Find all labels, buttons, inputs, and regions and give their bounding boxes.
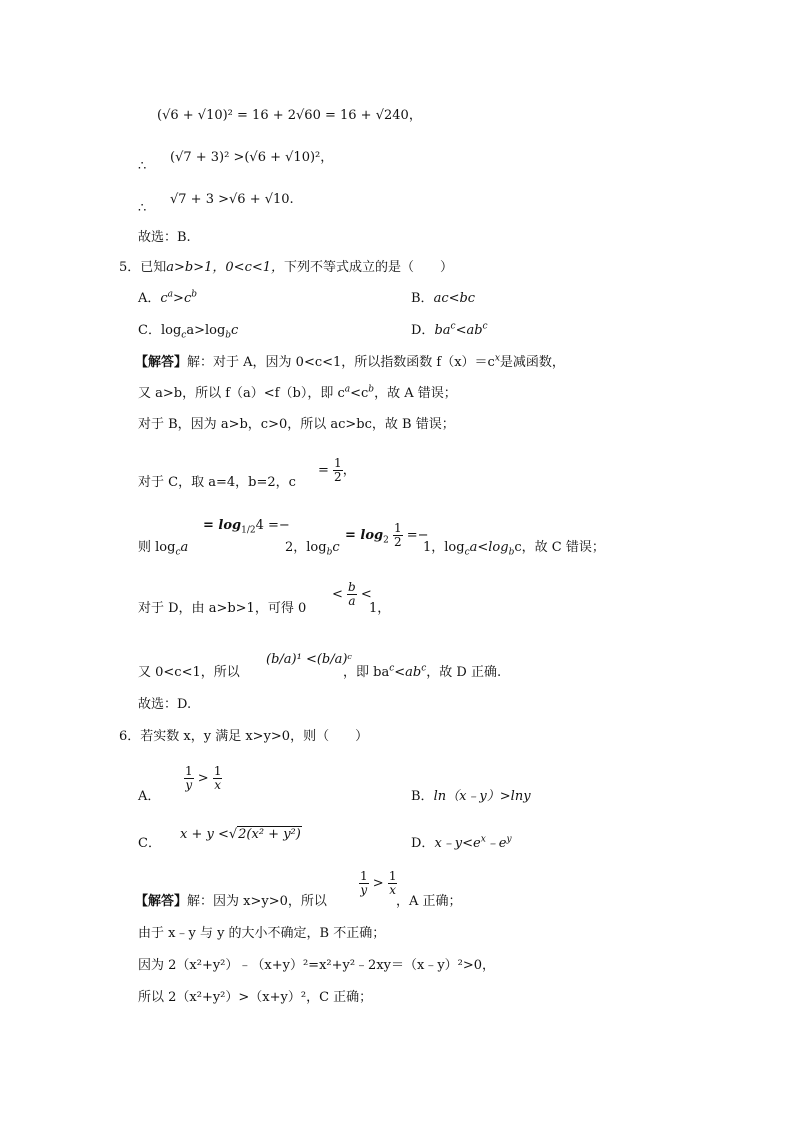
q6-option-d: D．$x﹣y<e^x﹣e^y$ <box>411 834 512 851</box>
q5-answer-line-4-value: = $\frac{1}{2}$ ， <box>318 456 356 484</box>
calc-therefore-2: ∴ <box>138 201 147 216</box>
q5-answer-line-2: 又 a>b，所以 f（a）<f（b），即 $c^a<c^b$，故 A 错误； <box>138 384 457 401</box>
q6-answer-line-4: 所以 2（x²+y²）>（x+y）²，C 正确； <box>138 990 373 1005</box>
sqrt-symbol: √ <box>228 827 238 842</box>
calc-line-2: (√7 + 3)² >(√6 + √10)²， <box>170 150 334 165</box>
q5-answer-line-7-expr: (b/a)¹ <(b/a)ᶜ <box>266 652 353 667</box>
q5-option-a: A．$c^a>c^b$ <box>138 289 197 306</box>
q5-answer-line-4: 对于 C，取 a=4，b=2，c <box>138 475 296 490</box>
calc-line-2-expr: (√7 + 3)² >(√6 + √10)² <box>170 150 321 165</box>
q6-option-c-expr: x + y <√2(x² + y²) <box>180 827 301 842</box>
q5-option-c: C．$\log_ca>\log_bc$ <box>138 323 239 341</box>
q5-answer-line-7-end: ，即 $ba^c<ab^c$，故 D 正确. <box>343 663 502 680</box>
answer-tag: 【解答】 <box>135 894 188 909</box>
fraction-one-half: $\frac{1}{2}$ <box>334 456 342 484</box>
q6-option-b: B．ln（x﹣y）>lny <box>411 789 531 804</box>
q6-option-a: A． <box>138 789 161 804</box>
q6-answer-line-1: 【解答】解：因为 x>y>0，所以 <box>135 894 327 909</box>
q5-answer-line-5-expr2: = $\log_2$ $\frac{1}{2}$ =− <box>345 521 429 549</box>
fraction-b-over-a: $\frac{b}{a}$ <box>348 580 356 608</box>
calc-line-1-expr: (√6 + √10)² = 16 + 2√60 = 16 + √240 <box>157 108 409 123</box>
q5-choose: 故选：D. <box>138 697 192 712</box>
q6-option-a-expr: $\frac{1}{y}$ > $\frac{1}{x}$ <box>185 764 222 792</box>
q5-answer-line-5-end: 1，$\log_ca<\log_bc$，故 C 错误； <box>423 540 605 558</box>
q6-stem: 6．若实数 x，y 满足 x>y>0，则（ ） <box>119 729 369 744</box>
q5-answer-line-5-mid: 2，$\log_bc$ <box>285 540 340 558</box>
q5-answer-line-6-end: 1， <box>369 601 391 616</box>
q6-answer-line-1-end: ，A 正确； <box>396 894 462 909</box>
q6-answer-line-1-expr: $\frac{1}{y}$ > $\frac{1}{x}$ <box>360 869 397 897</box>
calc-choose: 故选：B. <box>138 230 191 245</box>
q6-answer-line-3: 因为 2（x²+y²）﹣（x+y）²=x²+y²﹣2xy＝（x﹣y）²>0， <box>138 958 496 973</box>
q5-answer-line-3: 对于 B，因为 a>b，c>0，所以 ac>bc，故 B 错误； <box>138 417 455 432</box>
q5-option-b: B．ac<bc <box>411 291 476 306</box>
q5-answer-line-5: 则 $\log_ca$ <box>138 540 189 558</box>
q5-answer-line-1: 【解答】解：对于 A，因为 0<c<1，所以指数函数 $f(x)=c^x$是减函数， <box>135 353 565 370</box>
q5-answer-line-6: 对于 D，由 a>b>1，可得 0 <box>138 601 307 616</box>
q5-stem: 5．已知a>b>1，0<c<1，下列不等式成立的是（ ） <box>119 260 454 275</box>
q6-answer-line-2: 由于 x﹣y 与 y 的大小不确定，B 不正确； <box>138 926 386 941</box>
q5-answer-line-6-frac: < $\frac{b}{a}$ < <box>332 580 372 608</box>
calc-therefore-1: ∴ <box>138 159 147 174</box>
q5-option-d: D．$ba^c<ab^c$ <box>411 321 488 338</box>
answer-tag: 【解答】 <box>135 355 188 370</box>
q5-answer-line-5-expr1: = $\log_{1/2}4$ =− <box>203 518 290 536</box>
calc-line-3: √7 + 3 >√6 + √10. <box>170 192 294 207</box>
fraction-one-half-2: $\frac{1}{2}$ <box>394 521 402 549</box>
q5-answer-line-7: 又 0<c<1，所以 <box>138 665 240 680</box>
q6-option-c: C． <box>138 836 161 851</box>
calc-line-3-expr: √7 + 3 >√6 + √10 <box>170 192 290 207</box>
calc-line-1: (√6 + √10)² = 16 + 2√60 = 16 + √240， <box>157 108 422 123</box>
